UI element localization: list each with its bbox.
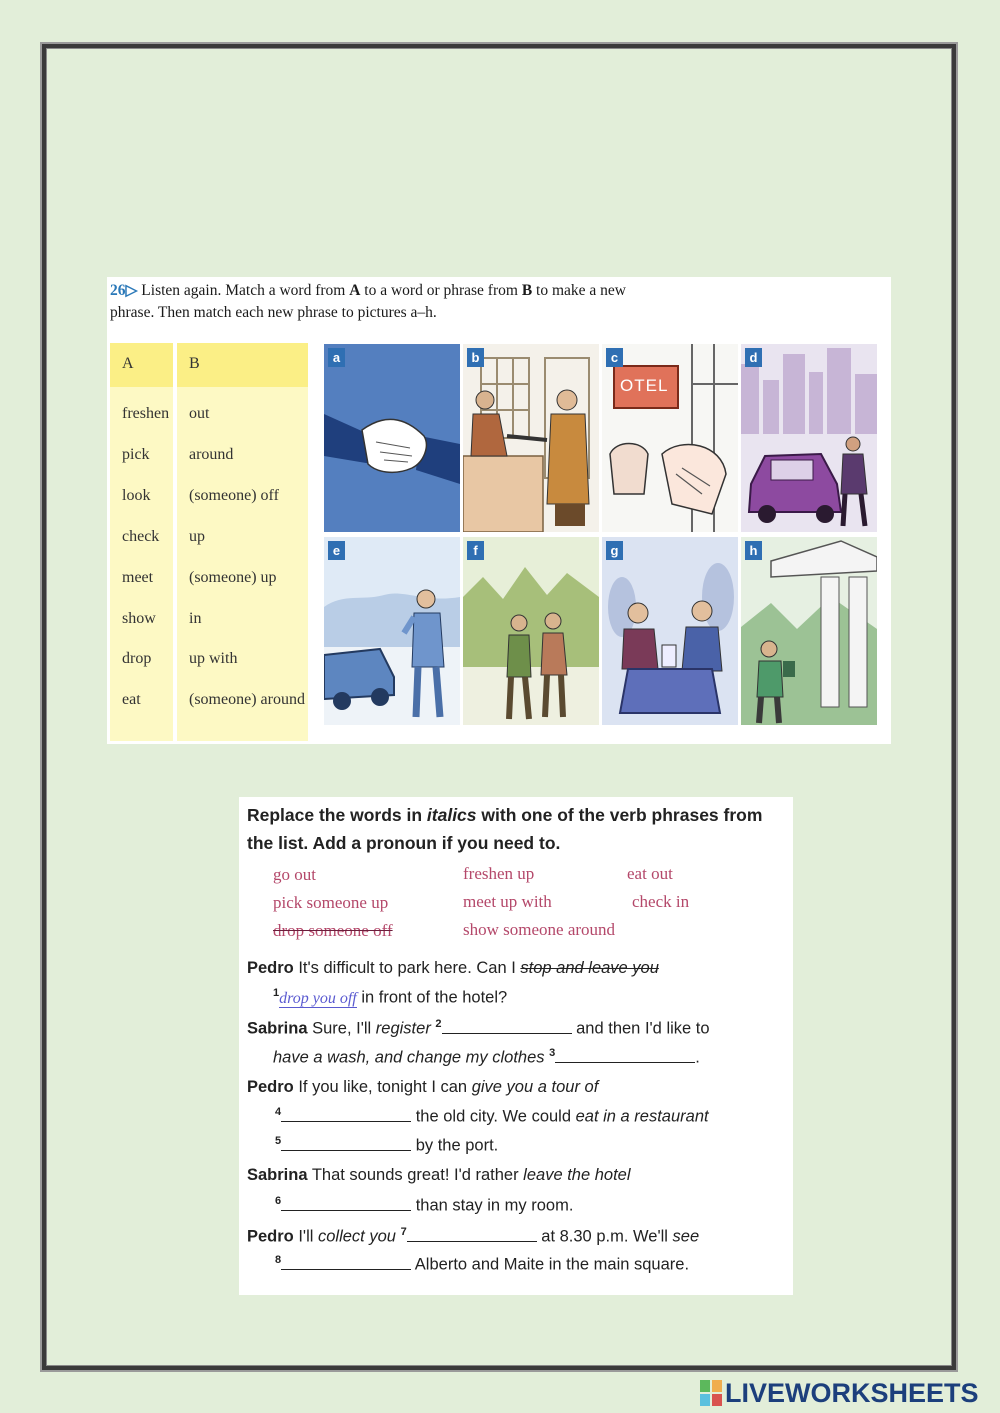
column-a-item: eat [122,691,141,708]
column-b-item: up with [189,650,238,667]
column-b-item: around [189,446,234,463]
dialogue-line-9: $^6$ than stay in my room. [275,1195,574,1215]
answer-4-input[interactable] [281,1107,411,1122]
option-freshen-up: freshen up [463,864,535,883]
dialogue-line-8: Sabrina That sounds great! I'd rather leave the hotel [247,1166,631,1184]
answer-8-input[interactable] [281,1255,411,1270]
picture-label: f [467,541,484,560]
option-pick-someone-up: pick someone up [273,893,389,912]
exercise-2 [239,797,793,1295]
exercise-number: 26 [110,282,126,299]
option-show-someone-around: show someone around [463,920,616,939]
dialogue-line-6: $^4$ the old city. We could eat in a restaurant [275,1106,709,1126]
picture-e-street [324,537,460,725]
exercise-1-instruction: 26▷ Listen again. Match a word from A to a word or phrase from B to make a new phrase. Then match each new phrase to pictures a–h. [110,282,626,321]
picture-label: c [606,348,623,367]
answer-2-input[interactable] [442,1019,572,1034]
handshake-illustration [324,344,460,532]
column-a-item: drop [122,650,152,667]
column-b-item: (someone) up [189,569,277,586]
exercise-2-instruction: Replace the words in italics with one of the verb phrases from the list. Add a pronoun if you need to. [247,805,763,853]
answer-1-input[interactable]: drop you off [279,989,357,1007]
dialogue-line-10: Pedro I'll collect you $^7$ at 8.30 p.m. We'll see [247,1226,700,1246]
answer-6-input[interactable] [281,1196,411,1211]
column-a-header: A [122,355,134,372]
option-meet-up-with: meet up with [463,892,552,911]
option-go-out: go out [273,865,316,884]
column-b [177,343,308,741]
column-b-item: out [189,405,210,422]
option-eat-out: eat out [627,864,673,883]
column-a-item: look [122,487,151,504]
liveworksheets-logo[interactable] [700,1378,979,1408]
picture-label: a [328,348,345,367]
column-b-item: (someone) around [189,691,305,708]
dialogue-line-2: $^1$drop you off in front of the hotel? [273,987,508,1007]
column-a-item: check [122,528,160,545]
logo-text: LIVEWORKSHEETS [725,1377,979,1408]
option-check-in: check in [632,892,690,911]
answer-7-input[interactable] [407,1227,537,1242]
dialogue-line-1: Pedro It's difficult to park here. Can I stop and leave you [247,959,659,977]
picture-label: g [606,541,623,560]
option-drop-someone-off: drop someone off [273,921,393,940]
dialogue-line-5: Pedro If you like, tonight I can give you a tour of [247,1078,599,1096]
picture-label: h [745,541,762,560]
dialogue-line-11: $^8$ Alberto and Maite in the main square. [275,1254,690,1274]
picture-h-ruins [741,537,877,725]
column-a [110,343,173,741]
picture-f-park [463,537,599,725]
exercise-1 [107,277,891,744]
picture-a-handshake [324,344,460,532]
column-b-item: (someone) off [189,487,279,504]
column-a-item: freshen [122,405,170,422]
dialogue-line-3: Sabrina Sure, I'll register $^2$ and then I'd like to [247,1018,710,1038]
picture-label: e [328,541,345,560]
column-a-item: meet [122,569,154,586]
audio-play-icon: ▷ [125,282,138,299]
dialogue-line-4: have a wash, and change my clothes $^3$ . [273,1047,700,1067]
picture-g-restaurant [602,537,738,725]
picture-d-car [741,344,877,532]
column-b-item: in [189,610,202,627]
picture-label: b [467,348,484,367]
answer-3-input[interactable] [555,1048,695,1063]
picture-c-hotel [602,344,738,532]
picture-b-reception [463,344,599,532]
hotel-sign-text: OTEL [620,376,669,395]
column-b-header: B [189,355,200,372]
liveworksheets-logo-icon [700,1380,722,1406]
column-a-item: pick [122,446,150,463]
dialogue-line-7: $^5$ by the port. [275,1135,499,1155]
answer-5-input[interactable] [281,1136,411,1151]
picture-label: d [745,348,762,367]
column-b-item: up [189,528,205,545]
column-a-item: show [122,610,156,627]
